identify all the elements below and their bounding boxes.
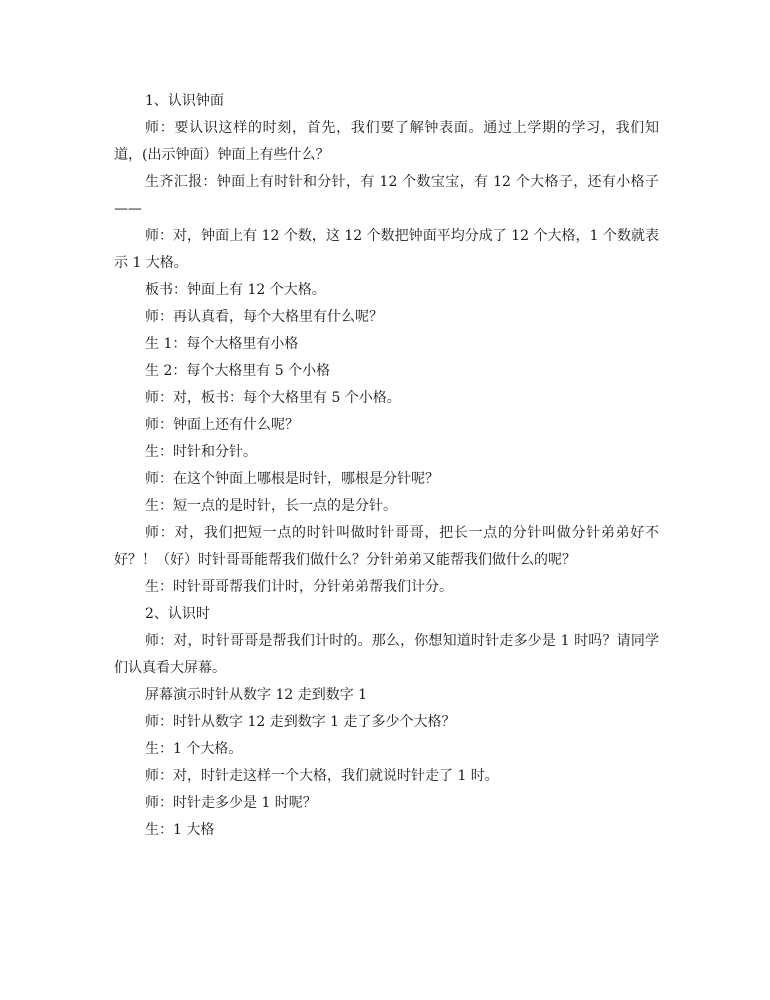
paragraph: 生：1 大格	[145, 822, 215, 838]
paragraph: 生 2：每个大格里有 5 个小格	[145, 363, 331, 379]
paragraph: 生：时针和分针。	[145, 444, 257, 460]
paragraph: 师：要认识这样的时刻，首先，我们要了解钟表面。通过上学期的学习，我们知道，(出示钟面）钟面上有些什么？	[114, 120, 659, 163]
paragraph: 师：对，板书：每个大格里有 5 个小格。	[145, 390, 401, 406]
paragraph: 生：时针哥哥帮我们计时，分针弟弟帮我们计分。	[145, 579, 453, 595]
document-body	[114, 88, 659, 844]
paragraph: 生：1 个大格。	[145, 741, 243, 757]
section-heading-clock-face: 1、认识钟面	[145, 93, 224, 109]
paragraph: 师：在这个钟面上哪根是时针，哪根是分针呢？	[145, 471, 439, 487]
paragraph: 师：再认真看，每个大格里有什么呢？	[145, 309, 383, 325]
section-heading-hour: 2、认识时	[145, 606, 210, 622]
paragraph: 师：对，我们把短一点的时针叫做时针哥哥，把长一点的分针叫做分针弟弟好不好？！（好）时针哥哥能帮我们做什么？分针弟弟又能帮我们做什么的呢？	[114, 525, 659, 568]
paragraph: 生：短一点的是时针，长一点的是分针。	[145, 498, 397, 514]
paragraph: 师：时针走多少是 1 时呢？	[145, 795, 317, 811]
paragraph: 板书：钟面上有 12 个大格。	[145, 282, 326, 298]
paragraph: 师：钟面上还有什么呢？	[145, 417, 299, 433]
paragraph: 师：对，时针哥哥是帮我们计时的。那么，你想知道时针走多少是 1 时吗？请同学们认真看大屏幕。	[114, 633, 659, 676]
paragraph: 师：对，钟面上有 12 个数，这 12 个数把钟面平均分成了 12 个大格，1 个数就表示 1 大格。	[114, 228, 659, 271]
paragraph: 屏幕演示时针从数字 12 走到数字 1	[145, 687, 368, 703]
paragraph: 生齐汇报：钟面上有时针和分针，有 12 个数宝宝，有 12 个大格子，还有小格子——	[114, 174, 659, 217]
paragraph: 生 1：每个大格里有小格	[145, 336, 299, 352]
paragraph: 师：对，时针走这样一个大格，我们就说时针走了 1 时。	[145, 768, 499, 784]
paragraph: 师：时针从数字 12 走到数字 1 走了多少个大格？	[145, 714, 456, 730]
